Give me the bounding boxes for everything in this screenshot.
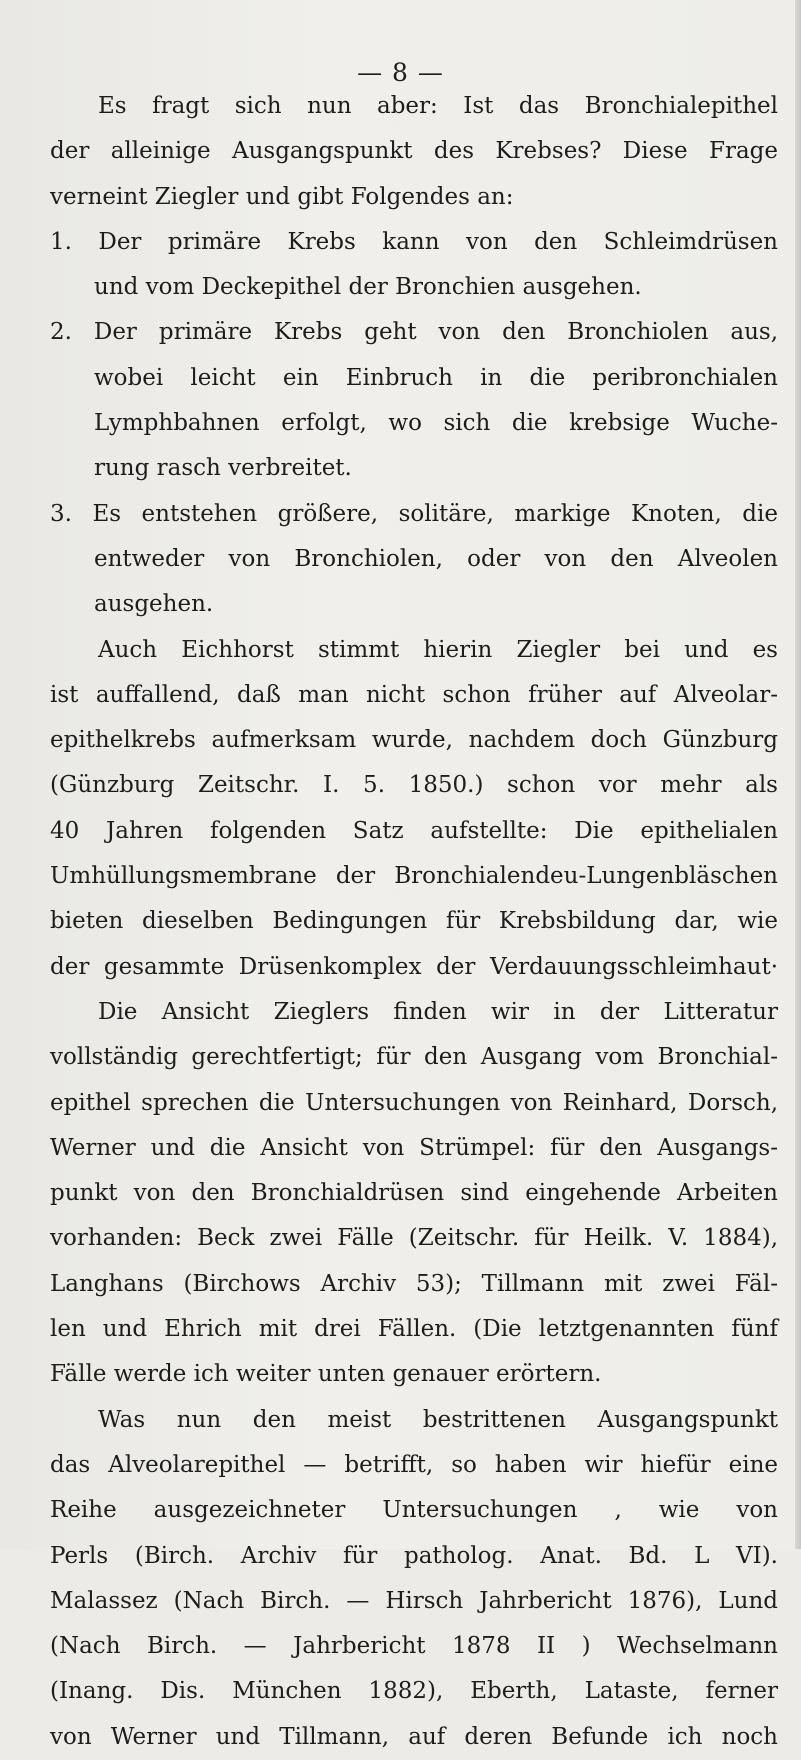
text-line: Was nun den meist bestrittenen Ausgangspunkt (98, 1406, 778, 1433)
text-line: epithelkrebs aufmerksam wurde, nachdem doch Günzburg (50, 727, 778, 754)
text-line: Fälle werde ich weiter unten genauer erörtern. (50, 1361, 602, 1388)
text-line: bieten dieselben Bedingungen für Krebsbildung dar, wie (50, 908, 778, 935)
text-line: Reihe ausgezeichneter Untersuchungen , wie von (50, 1497, 778, 1524)
text-line: len und Ehrich mit drei Fällen. (Die letztgenannten fünf (50, 1316, 778, 1343)
text-line: der gesammte Drüsenkomplex der Verdauungsschleimhaut· (50, 953, 778, 980)
text-line: ausgehen. (94, 591, 214, 618)
text-line: 1. Der primäre Krebs kann von den Schleimdrüsen (50, 228, 778, 255)
text-line: der alleinige Ausgangspunkt des Krebses? Diese Frage (50, 138, 778, 165)
text-line: 3. Es entstehen größere, solitäre, markige Knoten, die (50, 500, 778, 527)
text-line: Lymphbahnen erfolgt, wo sich die krebsige Wuche- (94, 410, 778, 437)
text-line: wobei leicht ein Einbruch in die peribronchialen (94, 364, 778, 391)
text-line: rung rasch verbreitet. (94, 455, 352, 482)
text-line: Es fragt sich nun aber: Ist das Bronchialepithel (98, 93, 778, 119)
text-line: vorhanden: Beck zwei Fälle (Zeitschr. für Heilk. V. 1884), (50, 1225, 778, 1252)
text-line: Werner und die Ansicht von Strümpel: für den Ausgangs- (50, 1134, 778, 1161)
body-text (50, 84, 778, 1760)
text-line: epithel sprechen die Untersuchungen von Reinhard, Dorsch, (50, 1089, 778, 1116)
text-line: Malassez (Nach Birch. — Hirsch Jahrbericht 1876), Lund (50, 1587, 778, 1614)
page-edge-shadow (795, 0, 801, 1549)
text-line: von Werner und Tillmann, auf deren Befunde ich noch (50, 1723, 778, 1750)
text-line: Die Ansicht Zieglers finden wir in der Litteratur (98, 998, 778, 1025)
text-line: das Alveolarepithel — betrifft, so haben wir hiefür eine (50, 1451, 778, 1478)
text-line: Auch Eichhorst stimmt hierin Ziegler bei und es (98, 636, 778, 663)
text-line: und vom Deckepithel der Bronchien ausgehen. (94, 274, 642, 301)
text-line: (Nach Birch. — Jahrbericht 1878 II ) Wechselmann (50, 1633, 778, 1660)
text-line: ist auffallend, daß man nicht schon früher auf Alveolar- (50, 681, 778, 708)
page-number: — 8 — (357, 58, 444, 87)
text-line: 40 Jahren folgenden Satz aufstellte: Die epithelialen (50, 817, 778, 844)
text-line: punkt von den Bronchialdrüsen sind eingehende Arbeiten (50, 1180, 778, 1207)
text-line: Langhans (Birchows Archiv 53); Tillmann mit zwei Fäl- (50, 1270, 778, 1297)
text-line: (Günzburg Zeitschr. I. 5. 1850.) schon vor mehr als (50, 772, 778, 799)
text-line: entweder von Bronchiolen, oder von den Alveolen (94, 545, 778, 572)
text-line: Umhüllungsmembrane der Bronchialendeu-Lungenbläschen (50, 863, 778, 890)
text-line: Perls (Birch. Archiv für patholog. Anat. Bd. L VI). (50, 1542, 778, 1569)
text-line: (Inang. Dis. München 1882), Eberth, Lataste, ferner (50, 1678, 778, 1705)
text-line: 2. Der primäre Krebs geht von den Bronchiolen aus, (50, 319, 778, 346)
text-line: vollständig gerechtfertigt; für den Ausgang vom Bronchial- (50, 1044, 778, 1071)
text-line: verneint Ziegler und gibt Folgendes an: (50, 183, 514, 210)
